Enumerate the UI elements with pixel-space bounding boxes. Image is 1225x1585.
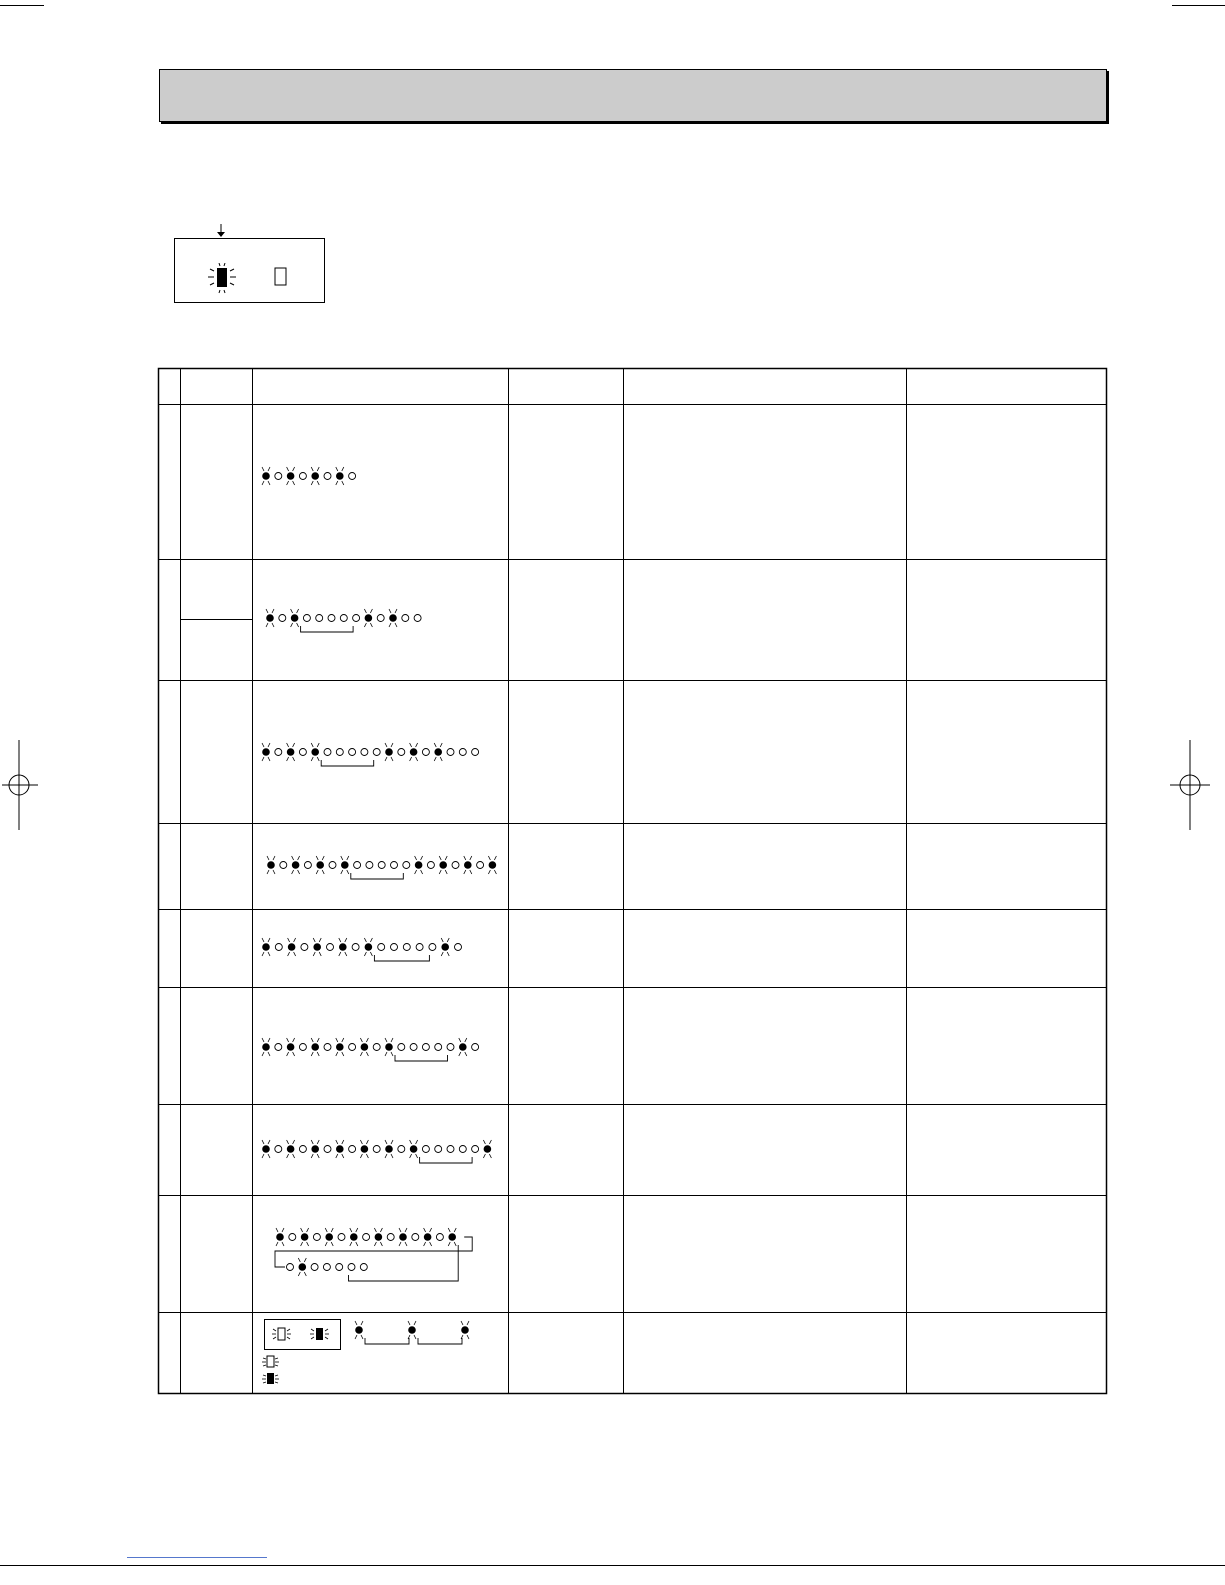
lamp-blink-dot — [325, 1228, 333, 1246]
interval-bracket — [374, 955, 429, 961]
lamp-off-dot — [303, 615, 310, 622]
lamp-off-dot — [275, 944, 282, 951]
interval-bracket — [349, 1245, 459, 1281]
lamp-off-dot — [410, 1044, 417, 1051]
blink-pattern-row — [262, 1038, 479, 1061]
lamp-off-dot — [427, 862, 434, 869]
lamp-blink-icon — [310, 1328, 329, 1340]
lamp-blink-dot — [262, 1140, 270, 1158]
lamp-off-dot — [349, 1146, 356, 1153]
lamp-blink-dot — [488, 856, 496, 874]
lamp-off-dot — [377, 615, 384, 622]
lamp-off-dot — [373, 1146, 380, 1153]
interval-bracket — [395, 1055, 448, 1061]
lamp-blink-dot — [287, 1140, 295, 1158]
blink-pattern-row — [262, 743, 479, 766]
lamp-blink-dot — [385, 743, 393, 761]
lamp-off-dot — [289, 1234, 296, 1241]
lamp-blink-dot — [262, 467, 270, 485]
lamp-blink-dot — [267, 856, 275, 874]
lamp-blink-dot — [461, 1321, 469, 1339]
lamp-off-dot — [403, 944, 410, 951]
lamp-blink-dot — [464, 856, 472, 874]
lamp-blink-dot — [415, 856, 423, 874]
lamp-off-dot — [378, 944, 385, 951]
lamp-off-dot — [353, 615, 360, 622]
interval-bracket — [351, 873, 404, 879]
lamp-off-dot — [459, 1146, 466, 1153]
lamp-off-dot — [435, 1146, 442, 1153]
lamp-off-dot — [329, 862, 336, 869]
lamp-off-dot — [452, 862, 459, 869]
lamp-off-dot — [324, 749, 331, 756]
lamp-off-dot — [336, 749, 343, 756]
lamp-blink-dot — [424, 1228, 432, 1246]
blink-pattern-row — [262, 938, 462, 961]
blink-pattern-row — [266, 609, 421, 632]
lamp-blink-dot — [399, 1228, 407, 1246]
lamp-blink-dot — [311, 743, 319, 761]
lamp-blink-dot — [385, 1140, 393, 1158]
lamp-off-dot — [275, 749, 282, 756]
lamp-blink-dot — [439, 856, 447, 874]
lamp-blink-dot — [364, 938, 372, 956]
lamp-blink-dot — [316, 856, 324, 874]
lamp-off-dot — [429, 944, 436, 951]
lamp-off-dot — [313, 1234, 320, 1241]
lamp-blink-dot — [483, 1140, 491, 1158]
lamp-off-outline-icon — [272, 1328, 291, 1340]
lamp-off-dot — [338, 1234, 345, 1241]
lamp-blink-dot — [410, 1140, 418, 1158]
lamp-off-dot — [275, 473, 282, 480]
lamp-off-dot — [472, 749, 479, 756]
lamp-blink-dot — [262, 938, 270, 956]
lamp-off-dot — [416, 944, 423, 951]
lamp-blink-dot — [336, 1038, 344, 1056]
interval-bracket — [365, 1338, 409, 1344]
lamp-off-dot — [447, 749, 454, 756]
lamp-blink-dot — [298, 1258, 306, 1276]
lamp-off-dot — [311, 1264, 318, 1271]
lamp-off-dot — [299, 1146, 306, 1153]
lamp-off-dot — [422, 1044, 429, 1051]
lamp-off-dot — [422, 749, 429, 756]
lamp-blink-dot — [313, 938, 321, 956]
lamp-blink-dot — [292, 856, 300, 874]
lamp-off-dot — [287, 1264, 294, 1271]
lamp-off-dot — [373, 749, 380, 756]
blink-pattern-row — [267, 856, 496, 879]
lamp-blink-dot — [360, 1038, 368, 1056]
lamp-off-dot — [398, 1044, 405, 1051]
lamp-blink-dot — [385, 1038, 393, 1056]
lamp-off-dot — [477, 862, 484, 869]
blink-pattern-row — [275, 1228, 472, 1281]
lamp-off-dot — [360, 1264, 367, 1271]
lamp-off-dot — [349, 1044, 356, 1051]
lamp-off-dot — [275, 1146, 282, 1153]
lamp-blink-dot — [441, 938, 449, 956]
lamp-blink-dot — [408, 1321, 416, 1339]
lamp-off-dot — [398, 749, 405, 756]
lamp-blink-dot — [389, 609, 397, 627]
lamp-off-dot — [316, 615, 323, 622]
lamp-off-dot — [299, 473, 306, 480]
lamp-blink-dot — [311, 1140, 319, 1158]
lamp-off-dot — [373, 1044, 380, 1051]
blink-pattern-row — [262, 1140, 491, 1163]
lamp-off-dot — [301, 944, 308, 951]
lamp-off-dot — [403, 862, 410, 869]
interval-bracket — [420, 1157, 473, 1163]
lamp-off-dot — [363, 1234, 370, 1241]
continuation-line — [275, 1237, 472, 1267]
lamp-blink-dot — [364, 609, 372, 627]
lamp-blink-dot — [341, 856, 349, 874]
lamp-off-dot — [459, 749, 466, 756]
legend-lamp-blink-icon — [262, 1373, 279, 1384]
lamp-blink-dot — [276, 1228, 284, 1246]
blink-pattern-row — [262, 467, 356, 485]
lamp-off-dot — [361, 749, 368, 756]
lamp-off-dot — [472, 1146, 479, 1153]
lamp-off-dot — [336, 1264, 343, 1271]
lamp-blink-dot — [339, 938, 347, 956]
lamp-off-dot — [391, 944, 398, 951]
lamp-off-dot — [324, 473, 331, 480]
lamp-off-dot — [354, 862, 361, 869]
lamp-blink-dot — [350, 1228, 358, 1246]
lamp-off-dot — [324, 1146, 331, 1153]
lamp-off-dot — [472, 1044, 479, 1051]
lamp-off-dot — [387, 1234, 394, 1241]
lamp-blink-dot — [287, 1038, 295, 1056]
lamp-blink-dot — [336, 467, 344, 485]
lamp-off-dot — [279, 615, 286, 622]
lamp-off-dot — [398, 1146, 405, 1153]
lamp-off-dot — [455, 944, 462, 951]
footer-rule — [0, 1565, 1225, 1566]
lamp-blink-dot — [448, 1228, 456, 1246]
lamp-off-dot — [402, 615, 409, 622]
lamp-blink-dot — [301, 1228, 309, 1246]
lamp-blink-dot — [459, 1038, 467, 1056]
lamp-blink-dot — [355, 1321, 363, 1339]
blink-pattern-row — [355, 1321, 469, 1344]
interval-bracket — [301, 626, 354, 632]
lamp-off-dot — [328, 615, 335, 622]
lamp-off-dot — [299, 1044, 306, 1051]
lamp-off-dot — [412, 1234, 419, 1241]
lamp-blink-dot — [311, 1038, 319, 1056]
lamp-off-dot — [348, 1264, 355, 1271]
lamp-off-dot — [436, 1234, 443, 1241]
lamp-off-dot — [435, 1044, 442, 1051]
interval-bracket — [418, 1338, 462, 1344]
lamp-off-dot — [447, 1146, 454, 1153]
lamp-off-dot — [304, 862, 311, 869]
lamp-blink-dot — [311, 467, 319, 485]
lamp-blink-dot — [288, 938, 296, 956]
lamp-off-dot — [366, 862, 373, 869]
lamp-blink-dot — [262, 1038, 270, 1056]
lamp-off-dot — [352, 944, 359, 951]
lamp-off-dot — [422, 1146, 429, 1153]
lamp-off-dot — [378, 862, 385, 869]
lamp-off-dot — [324, 1044, 331, 1051]
lamp-off-dot — [340, 615, 347, 622]
lamp-off-dot — [391, 862, 398, 869]
lamp-blink-dot — [266, 609, 274, 627]
lamp-blink-dot — [374, 1228, 382, 1246]
lamp-blink-dot — [410, 743, 418, 761]
legend — [262, 1318, 342, 1388]
footer-link-rule — [127, 1557, 267, 1558]
lamp-off-dot — [349, 473, 356, 480]
lamp-blink-dot — [434, 743, 442, 761]
lamp-off-dot — [327, 944, 334, 951]
lamp-blink-dot — [291, 609, 299, 627]
lamp-off-dot — [280, 862, 287, 869]
interval-bracket — [321, 760, 374, 766]
lamp-off-dot — [414, 615, 421, 622]
lamp-off-dot — [447, 1044, 454, 1051]
lamp-off-dot — [323, 1264, 330, 1271]
lamp-blink-dot — [287, 467, 295, 485]
lamp-off-dot — [275, 1044, 282, 1051]
lamp-off-dot — [349, 749, 356, 756]
lamp-off-dot — [299, 749, 306, 756]
lamp-blink-dot — [262, 743, 270, 761]
legend-lamp-off-icon — [262, 1356, 279, 1367]
lamp-blink-dot — [336, 1140, 344, 1158]
lamp-blink-dot — [287, 743, 295, 761]
lamp-blink-dot — [360, 1140, 368, 1158]
